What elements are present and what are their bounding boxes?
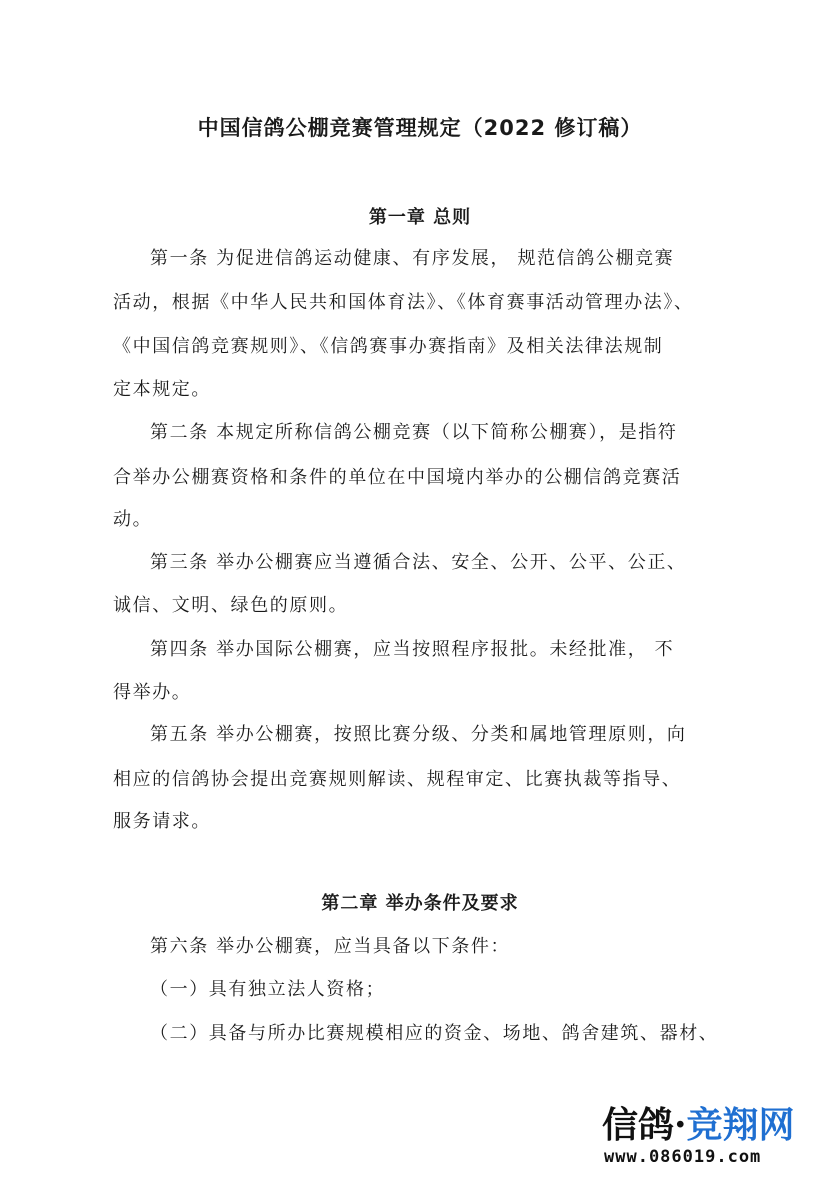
site-watermark-logo xyxy=(602,1097,834,1181)
article-3-line-2: 诚信、文明、绿色的原则。 xyxy=(113,595,349,616)
article-1-line-1: 第一条 为促进信鸽运动健康、有序发展， 规范信鸽公棚竞赛 xyxy=(150,248,675,269)
article-1-line-2: 活动，根据《中华人民共和国体育法》、《体育赛事活动管理办法》、 xyxy=(113,292,694,313)
article-1-line-3: 《中国信鸽竞赛规则》、《信鸽赛事办赛指南》及相关法律法规制 xyxy=(113,336,664,357)
chapter-1-heading: 第一章 总则 xyxy=(368,207,472,228)
article-6-item-1: （一）具有独立法人资格； xyxy=(150,979,386,1000)
document-title: 中国信鸽公棚竞赛管理规定（2022 修订稿） xyxy=(197,116,643,140)
watermark-brand-left: 信鸽· xyxy=(602,1104,687,1146)
article-1-line-4: 定本规定。 xyxy=(113,379,211,400)
article-4-line-1: 第四条 举办国际公棚赛，应当按照程序报批。未经批准， 不 xyxy=(150,639,675,660)
watermark-brand xyxy=(602,1097,795,1148)
article-4-line-2: 得举办。 xyxy=(113,682,192,703)
article-5-line-3: 服务请求。 xyxy=(113,811,211,832)
article-5-line-1: 第五条 举办公棚赛，按照比赛分级、分类和属地管理原则，向 xyxy=(150,724,687,745)
article-3-line-1: 第三条 举办公棚赛应当遵循合法、安全、公开、公平、公正、 xyxy=(150,552,687,573)
article-2-line-1: 第二条 本规定所称信鸽公棚竞赛（以下简称公棚赛），是指符 xyxy=(150,422,678,443)
article-6-line-1: 第六条 举办公棚赛，应当具备以下条件： xyxy=(150,936,511,957)
chapter-2-heading: 第二章 举办条件及要求 xyxy=(321,893,519,914)
watermark-url: www.086019.com xyxy=(604,1147,762,1167)
article-5-line-2: 相应的信鸽协会提出竞赛规则解读、规程审定、比赛执裁等指导、 xyxy=(113,769,682,790)
article-2-line-3: 动。 xyxy=(113,509,153,530)
watermark-brand-right: 竞翔网 xyxy=(686,1104,795,1146)
article-2-line-2: 合举办公棚赛资格和条件的单位在中国境内举办的公棚信鸽竞赛活 xyxy=(113,467,682,488)
article-6-item-2: （二）具备与所办比赛规模相应的资金、场地、鸽舍建筑、器材、 xyxy=(150,1023,719,1044)
